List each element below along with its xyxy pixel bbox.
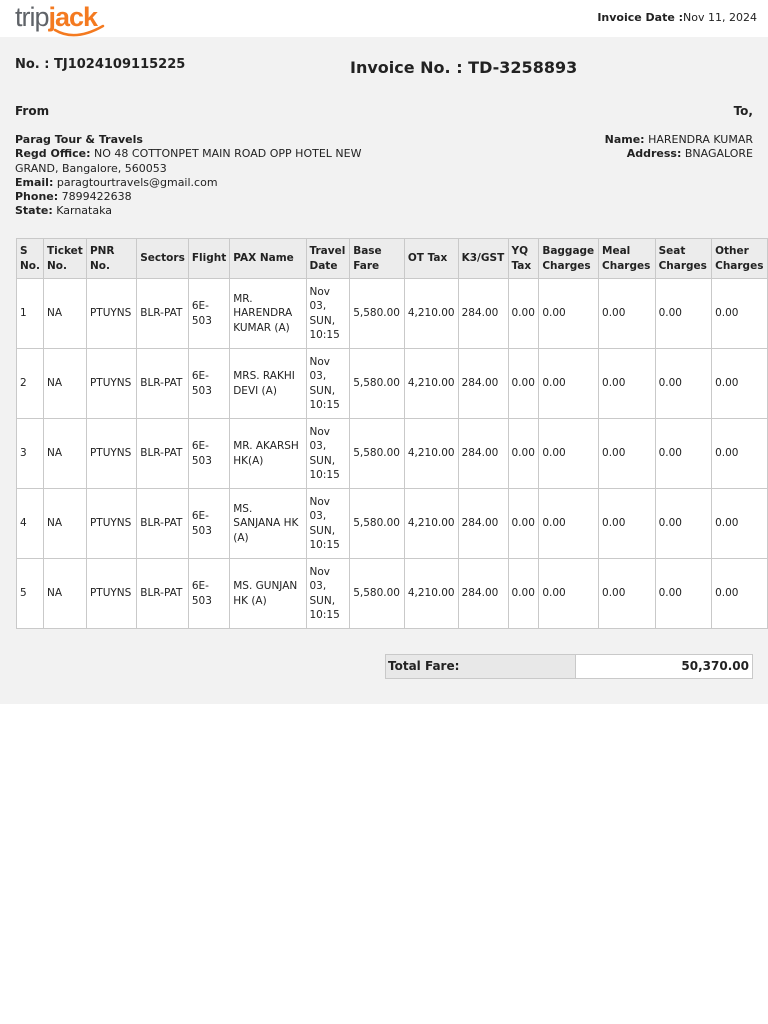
- table-cell: 0.00: [539, 489, 599, 559]
- table-cell: BLR-PAT: [137, 419, 189, 489]
- table-cell: 6E-503: [188, 559, 229, 629]
- table-cell: 0.00: [539, 279, 599, 349]
- table-row: [17, 419, 768, 489]
- table-cell: MRS. RAKHI DEVI (A): [230, 349, 306, 419]
- table-cell: 4,210.00: [404, 559, 458, 629]
- logo-text: tripjack: [15, 2, 98, 32]
- from-details: Parag Tour & Travels Regd Office: NO 48 COTTONPET MAIN ROAD OPP HOTEL NEW GRAND, Bangalore, 560053 Email: paragtourtravels@gmail.com Phone: 7899422638 State: Karnataka: [15, 133, 362, 218]
- table-cell: 0.00: [508, 489, 539, 559]
- col-header: Meal Charges: [599, 239, 656, 279]
- table-cell: 2: [17, 349, 44, 419]
- table-cell: 0.00: [655, 419, 712, 489]
- table-cell: BLR-PAT: [137, 489, 189, 559]
- to-label: To,: [733, 104, 753, 118]
- table-cell: BLR-PAT: [137, 559, 189, 629]
- table-cell: 0.00: [712, 489, 768, 559]
- table-cell: 0.00: [655, 279, 712, 349]
- table-cell: MR. AKARSH HK(A): [230, 419, 306, 489]
- table-cell: 284.00: [458, 559, 508, 629]
- table-cell: 5,580.00: [350, 419, 405, 489]
- table-cell: 6E-503: [188, 349, 229, 419]
- col-header: PNR No.: [86, 239, 136, 279]
- table-cell: 284.00: [458, 349, 508, 419]
- table-cell: 4,210.00: [404, 489, 458, 559]
- to-details: Name: HARENDRA KUMAR Address: BNAGALORE: [604, 133, 753, 161]
- table-cell: 0.00: [655, 489, 712, 559]
- col-header: OT Tax: [404, 239, 458, 279]
- col-header: Ticket No.: [44, 239, 87, 279]
- table-row: [17, 559, 768, 629]
- table-cell: 0.00: [539, 419, 599, 489]
- col-header: K3/GST: [458, 239, 508, 279]
- state-value: Karnataka: [56, 204, 113, 218]
- table-cell: 4,210.00: [404, 279, 458, 349]
- col-header: Seat Charges: [655, 239, 712, 279]
- table-cell: 3: [17, 419, 44, 489]
- table-cell: Nov 03, SUN, 10:15: [306, 559, 350, 629]
- table-row: [17, 279, 768, 349]
- invoice-sheet: [0, 37, 768, 704]
- passenger-table: [16, 238, 768, 629]
- table-cell: 0.00: [599, 559, 656, 629]
- table-cell: MR. HARENDRA KUMAR (A): [230, 279, 306, 349]
- customer-name: HARENDRA KUMAR: [648, 133, 753, 146]
- table-cell: 0.00: [655, 349, 712, 419]
- table-cell: Nov 03, SUN, 10:15: [306, 279, 350, 349]
- table-cell: NA: [44, 279, 87, 349]
- company-name: Parag Tour & Travels: [15, 133, 143, 146]
- col-header: S No.: [17, 239, 44, 279]
- table-cell: 284.00: [458, 419, 508, 489]
- col-header: YQ Tax: [508, 239, 539, 279]
- invoice-number: Invoice No. : TD-3258893: [350, 58, 578, 77]
- table-cell: 284.00: [458, 279, 508, 349]
- table-cell: 6E-503: [188, 419, 229, 489]
- table-cell: 6E-503: [188, 489, 229, 559]
- table-cell: NA: [44, 349, 87, 419]
- col-header: PAX Name: [230, 239, 306, 279]
- table-cell: PTUYNS: [86, 419, 136, 489]
- table-cell: 0.00: [539, 559, 599, 629]
- table-cell: Nov 03, SUN, 10:15: [306, 349, 350, 419]
- table-header-row: [17, 239, 768, 279]
- total-fare-box: [385, 654, 753, 679]
- table-cell: 0.00: [508, 279, 539, 349]
- table-cell: 5,580.00: [350, 279, 405, 349]
- table-cell: 6E-503: [188, 279, 229, 349]
- table-cell: 0.00: [599, 349, 656, 419]
- table-cell: Nov 03, SUN, 10:15: [306, 419, 350, 489]
- table-cell: 0.00: [508, 559, 539, 629]
- table-cell: 0.00: [712, 279, 768, 349]
- table-cell: PTUYNS: [86, 349, 136, 419]
- table-cell: 284.00: [458, 489, 508, 559]
- table-cell: 0.00: [712, 419, 768, 489]
- col-header: Flight: [188, 239, 229, 279]
- table-cell: 0.00: [539, 349, 599, 419]
- table-cell: 0.00: [712, 349, 768, 419]
- table-cell: NA: [44, 559, 87, 629]
- total-fare-value: 50,370.00: [576, 655, 752, 678]
- table-cell: PTUYNS: [86, 489, 136, 559]
- table-cell: 4,210.00: [404, 349, 458, 419]
- table-cell: BLR-PAT: [137, 279, 189, 349]
- table-cell: 0.00: [712, 559, 768, 629]
- table-row: [17, 349, 768, 419]
- logo-swoosh-icon: [53, 20, 113, 38]
- from-label: From: [15, 104, 50, 118]
- table-cell: 0.00: [508, 419, 539, 489]
- col-header: Sectors: [137, 239, 189, 279]
- col-header: Travel Date: [306, 239, 350, 279]
- table-cell: MS. SANJANA HK (A): [230, 489, 306, 559]
- table-cell: 4: [17, 489, 44, 559]
- table-cell: PTUYNS: [86, 279, 136, 349]
- table-cell: 0.00: [599, 279, 656, 349]
- table-cell: NA: [44, 419, 87, 489]
- table-cell: 5,580.00: [350, 559, 405, 629]
- tripjack-logo[interactable]: [15, 2, 97, 36]
- table-cell: Nov 03, SUN, 10:15: [306, 489, 350, 559]
- table-cell: 1: [17, 279, 44, 349]
- table-cell: MS. GUNJAN HK (A): [230, 559, 306, 629]
- col-header: Baggage Charges: [539, 239, 599, 279]
- total-fare-label: Total Fare:: [386, 655, 576, 678]
- table-cell: PTUYNS: [86, 559, 136, 629]
- reference-number: No. : TJ1024109115225: [15, 57, 186, 72]
- col-header: Base Fare: [350, 239, 405, 279]
- table-cell: 0.00: [508, 349, 539, 419]
- table-cell: NA: [44, 489, 87, 559]
- table-cell: 5: [17, 559, 44, 629]
- office-address: NO 48 COTTONPET MAIN ROAD OPP HOTEL NEW GRAND, Bangalore, 560053: [15, 147, 362, 175]
- table-cell: 5,580.00: [350, 489, 405, 559]
- table-cell: BLR-PAT: [137, 349, 189, 419]
- table-cell: 0.00: [655, 559, 712, 629]
- invoice-date: Invoice Date :Nov 11, 2024: [597, 11, 757, 24]
- customer-address: BNAGALORE: [684, 147, 753, 161]
- table-cell: 0.00: [599, 489, 656, 559]
- table-cell: 0.00: [599, 419, 656, 489]
- email-value: paragtourtravels@gmail.com: [56, 175, 218, 189]
- table-cell: 4,210.00: [404, 419, 458, 489]
- col-header: Other Charges: [712, 239, 768, 279]
- table-row: [17, 489, 768, 559]
- top-bar: [0, 0, 768, 36]
- table-cell: 5,580.00: [350, 349, 405, 419]
- phone-value: 7899422638: [61, 190, 132, 204]
